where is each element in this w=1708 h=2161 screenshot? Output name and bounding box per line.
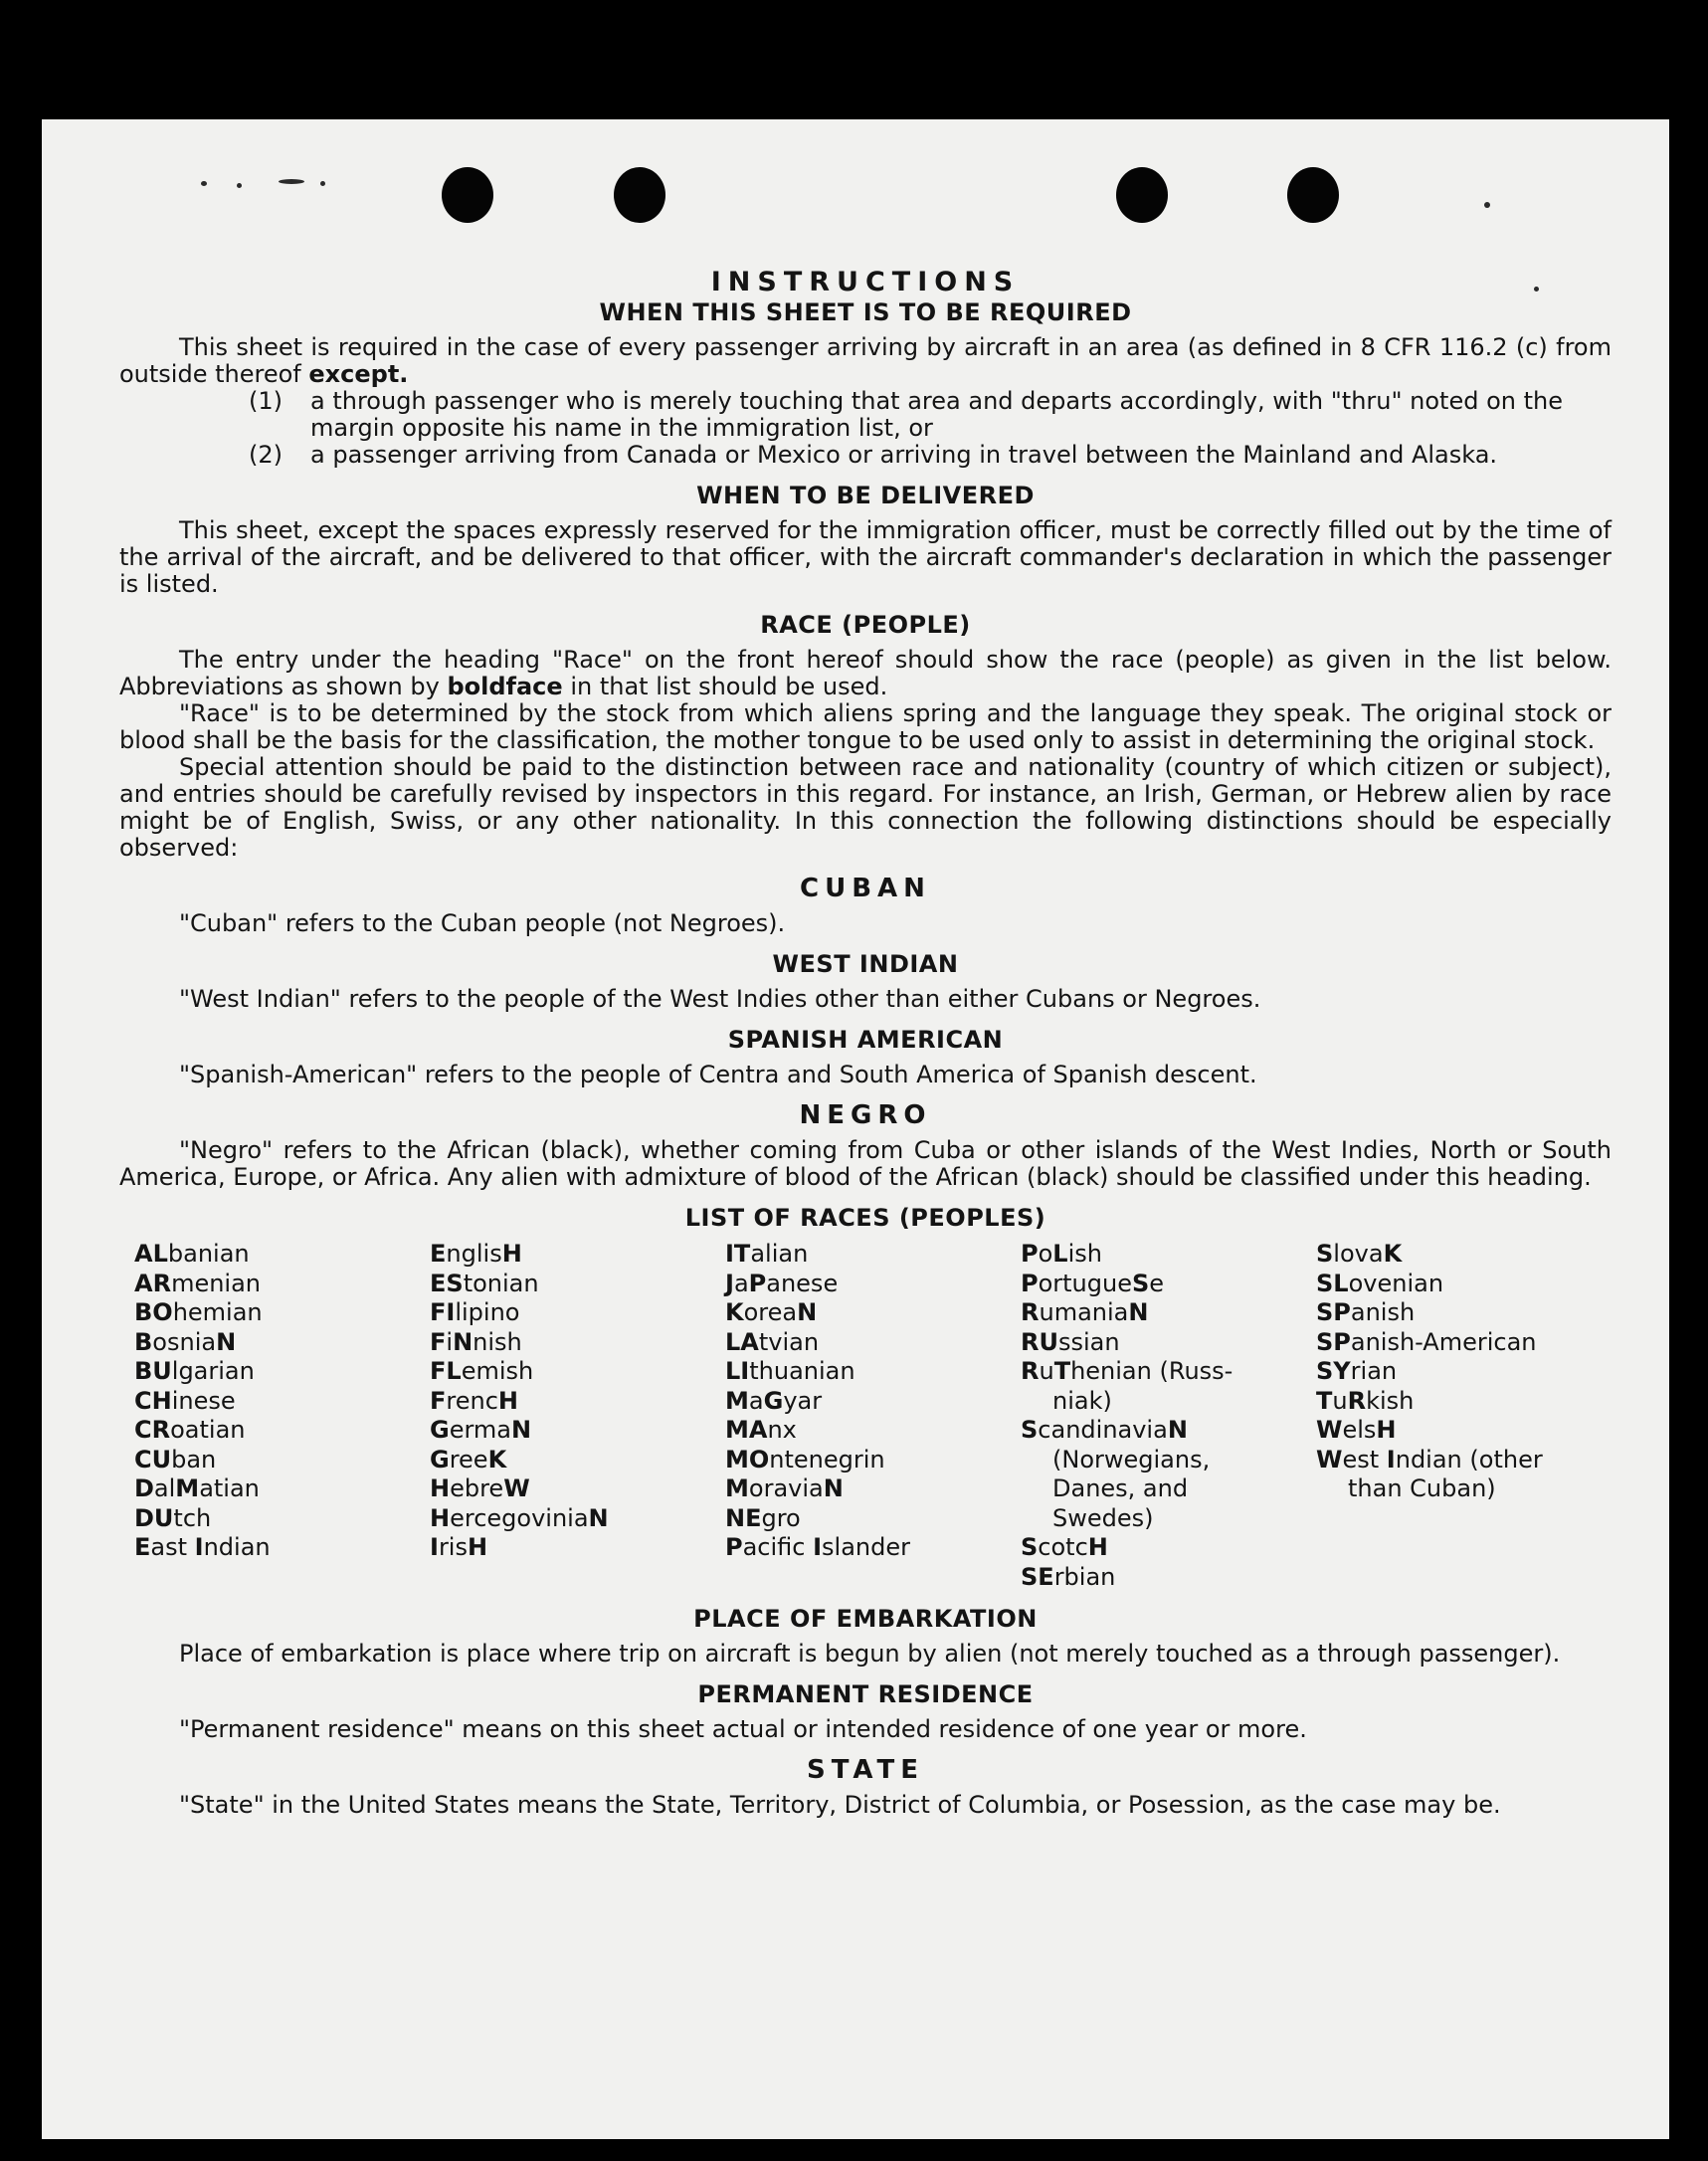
race-entry: HercegoviniaN <box>430 1503 609 1532</box>
race-column <box>134 1240 430 1592</box>
race-entry: DUtch <box>134 1503 212 1532</box>
race-entry: PortugueSe <box>1021 1269 1165 1297</box>
race-entry: ScotcH <box>1021 1533 1108 1561</box>
race-entry: RUssian <box>1021 1327 1120 1356</box>
race-entry: SLovenian <box>1316 1269 1444 1297</box>
page-title: INSTRUCTIONS <box>710 267 1021 297</box>
exception-item <box>249 442 1612 469</box>
race-entry: SErbian <box>1021 1562 1116 1591</box>
heading-negro: NEGRO <box>799 1100 932 1130</box>
race-column <box>725 1240 1021 1592</box>
ink-speck <box>279 179 304 184</box>
race-entry: SYrian <box>1316 1357 1398 1385</box>
heading-list-of-races: LIST OF RACES (PEOPLES) <box>684 1204 1046 1232</box>
race-paragraph-3: Special attention should be paid to the distinction between race and nationality (country of which citizen or subject), and entries should be carefully revised by inspectors in this regard. For instance, an Irish, German, or Hebrew alien by race might be of English, Swiss, or any other nationality. In this connection the following distinctions should be especially observed: <box>119 753 1612 862</box>
heading-spanish-american: SPANISH AMERICAN <box>727 1026 1004 1054</box>
required-intro-bold: except. <box>308 360 409 388</box>
race-entry: (Norwegians, <box>1052 1445 1211 1473</box>
heading-required: WHEN THIS SHEET IS TO BE REQUIRED <box>599 298 1132 326</box>
race-entry: LAtvian <box>725 1327 820 1356</box>
race-entry: WelsH <box>1316 1416 1397 1444</box>
race-entry: West Indian (other <box>1316 1445 1543 1473</box>
heading-west-indian: WEST INDIAN <box>772 950 959 978</box>
race-entry: MOntenegrin <box>725 1445 885 1473</box>
ink-speck <box>237 183 242 188</box>
race-entry: BOhemian <box>134 1298 263 1326</box>
delivered-text: This sheet, except the spaces expressly reserved for the immigration officer, must be correctly filled out by the time of the arrival of the aircraft, and be delivered to that officer, with the aircraft commander's declaration in which the passenger is listed. <box>119 516 1612 598</box>
race-entry: PoLish <box>1021 1240 1102 1268</box>
residence-text: "Permanent residence" means on this sheet actual or intended residence of one year or more. <box>179 1715 1307 1743</box>
heading-embarkation: PLACE OF EMBARKATION <box>693 1605 1038 1633</box>
ink-speck <box>320 181 325 186</box>
heading-delivered: WHEN TO BE DELIVERED <box>696 482 1035 509</box>
race-column <box>1316 1240 1612 1592</box>
race-p1-bold: boldface <box>447 673 563 700</box>
race-list <box>134 1240 1612 1592</box>
race-column <box>1021 1240 1316 1592</box>
punch-hole <box>614 167 665 223</box>
exception-item <box>249 388 1612 442</box>
race-entry: FIlipino <box>430 1298 520 1326</box>
race-entry: Pacific Islander <box>725 1533 911 1561</box>
embarkation-text: Place of embarkation is place where trip on aircraft is begun by alien (not merely touched as a through passenger). <box>179 1640 1561 1668</box>
heading-residence: PERMANENT RESIDENCE <box>697 1680 1034 1708</box>
ink-speck <box>1484 202 1490 208</box>
cuban-text: "Cuban" refers to the Cuban people (not Negroes). <box>179 909 786 937</box>
race-entry: CUban <box>134 1445 217 1473</box>
race-entry: SPanish-American <box>1316 1327 1537 1356</box>
race-entry: CHinese <box>134 1386 236 1415</box>
race-entry: IrisH <box>430 1533 488 1561</box>
required-intro <box>119 334 1612 388</box>
exception-number: (2) <box>249 441 283 469</box>
race-column <box>430 1240 725 1592</box>
race-entry: NEgro <box>725 1503 801 1532</box>
required-intro-text: This sheet is required in the case of every passenger arriving by aircraft in an area (as defined in 8 CFR 116.2 (c) from outside thereof <box>119 333 1612 388</box>
race-entry: TuRkish <box>1316 1386 1415 1415</box>
race-entry: DalMatian <box>134 1474 260 1502</box>
heading-state: STATE <box>806 1755 925 1785</box>
race-entry: MAnx <box>725 1416 797 1444</box>
race-entry: LIthuanian <box>725 1357 855 1385</box>
heading-race: RACE (PEOPLE) <box>760 611 971 639</box>
race-entry: BUlgarian <box>134 1357 255 1385</box>
west-indian-text: "West Indian" refers to the people of the West Indies other than either Cubans or Negroes. <box>179 985 1261 1013</box>
state-text: "State" in the United States means the State, Territory, District of Columbia, or Posession, as the case may be. <box>179 1791 1501 1819</box>
race-entry: MaGyar <box>725 1386 823 1415</box>
race-entry: ITalian <box>725 1240 809 1268</box>
race-entry: Swedes) <box>1052 1503 1154 1532</box>
race-entry: GermaN <box>430 1416 532 1444</box>
spanish-american-text: "Spanish-American" refers to the people of Centra and South America of Spanish descent. <box>179 1061 1257 1088</box>
race-entry: FLemish <box>430 1357 534 1385</box>
ink-speck <box>201 181 207 186</box>
race-entry: JaPanese <box>725 1269 839 1297</box>
exception-text: a through passenger who is merely touching that area and departs accordingly, with "thru" noted on the margin opposite his name in the immigration list, or <box>310 387 1563 442</box>
race-entry: Danes, and <box>1052 1474 1189 1502</box>
race-entry: ScandinaviaN <box>1021 1416 1188 1444</box>
race-entry: RuThenian (Russ- <box>1021 1357 1234 1385</box>
race-entry: CRoatian <box>134 1416 246 1444</box>
race-entry: RumaniaN <box>1021 1298 1149 1326</box>
punch-hole <box>1116 167 1168 223</box>
instructions-body <box>119 269 1612 1819</box>
race-entry: MoraviaN <box>725 1474 844 1502</box>
race-entry: ALbanian <box>134 1240 250 1268</box>
heading-cuban: CUBAN <box>800 874 931 903</box>
race-entry: KoreaN <box>725 1298 818 1326</box>
exception-number: (1) <box>249 387 283 415</box>
punch-hole <box>1287 167 1339 223</box>
race-entry: FrencH <box>430 1386 519 1415</box>
race-paragraph-1 <box>119 647 1612 700</box>
race-paragraph-2: "Race" is to be determined by the stock from which aliens spring and the language they speak. The original stock or blood shall be the basis for the classification, the mother tongue to be used only to assist in determining the original stock. <box>119 699 1612 754</box>
race-entry: GreeK <box>430 1445 507 1473</box>
race-entry: EStonian <box>430 1269 539 1297</box>
document-page <box>42 119 1669 2139</box>
race-p1-suffix: in that list should be used. <box>570 673 888 700</box>
race-entry: SPanish <box>1316 1298 1416 1326</box>
negro-text: "Negro" refers to the African (black), whether coming from Cuba or other islands of the West Indies, North or South America, Europe, or Africa. Any alien with admixture of blood of the African (black) should be classified under this heading. <box>119 1136 1612 1191</box>
race-entry: ARmenian <box>134 1269 262 1297</box>
race-entry: BosniaN <box>134 1327 237 1356</box>
race-entry: East Indian <box>134 1533 271 1561</box>
race-entry: SlovaK <box>1316 1240 1403 1268</box>
exception-text: a passenger arriving from Canada or Mexico or arriving in travel between the Mainland and Alaska. <box>310 441 1498 469</box>
race-entry: EnglisH <box>430 1240 522 1268</box>
race-entry: HebreW <box>430 1474 530 1502</box>
race-entry: FiNnish <box>430 1327 522 1356</box>
race-entry: than Cuban) <box>1348 1474 1496 1502</box>
punch-hole <box>442 167 493 223</box>
race-entry: niak) <box>1052 1386 1112 1415</box>
race-p1-text: The entry under the heading "Race" on the front hereof should show the race (people) as given in the list below. Abbreviations as shown by <box>119 646 1612 700</box>
